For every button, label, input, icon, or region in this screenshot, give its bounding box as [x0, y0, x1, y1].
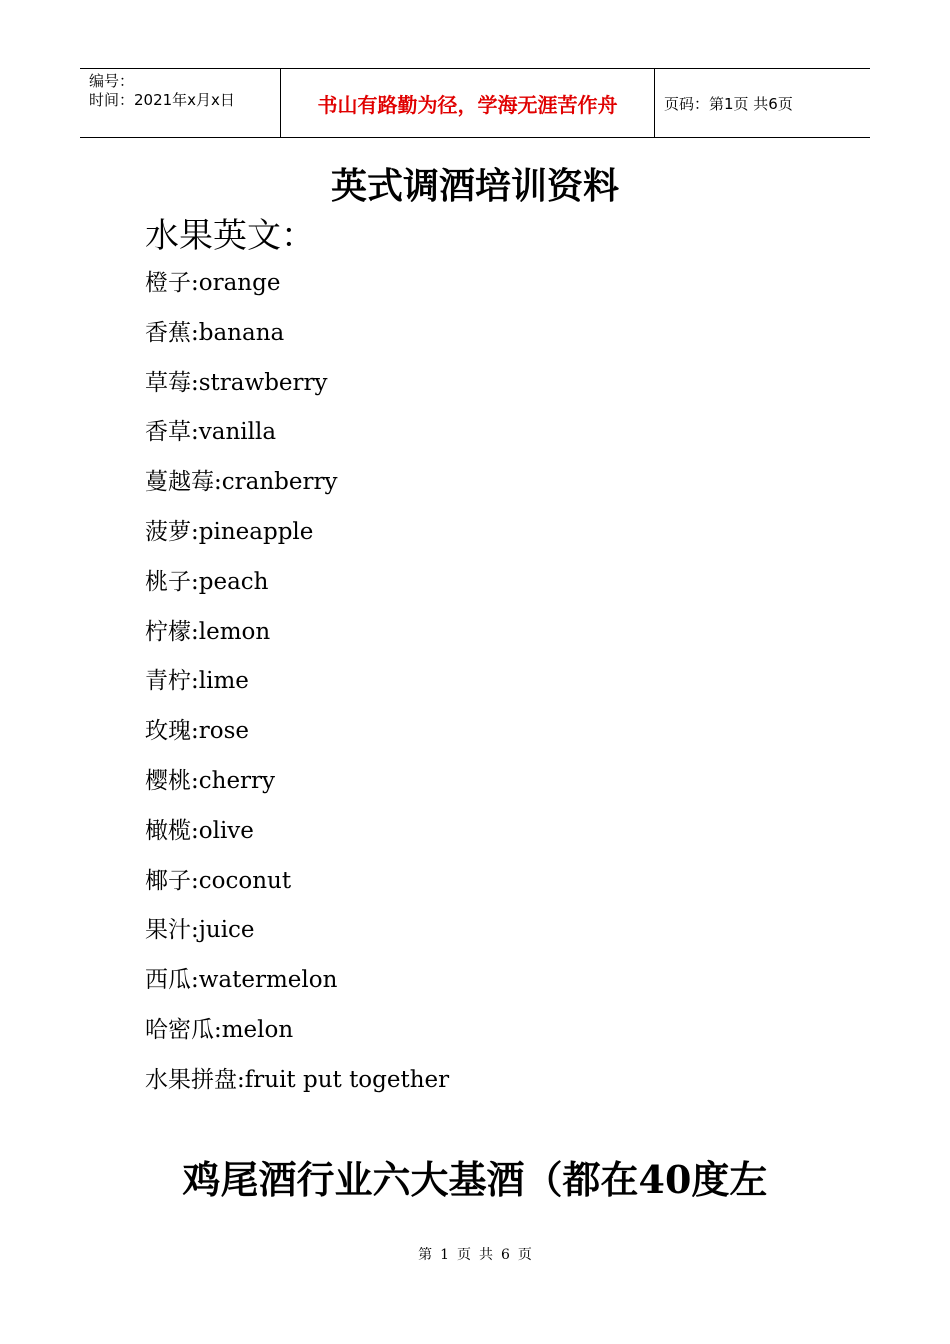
fruit-item	[145, 461, 449, 511]
fruit-item	[145, 1059, 449, 1109]
number-label: 编号：	[89, 72, 135, 90]
fruit-item	[145, 561, 449, 611]
footer-page-prefix: 第	[418, 1247, 433, 1263]
fruit-english-name: :fruit put together	[237, 1066, 450, 1093]
fruit-chinese-name: 草莓	[145, 369, 191, 396]
fruit-item	[145, 860, 449, 910]
page-footer	[0, 1244, 950, 1266]
fruit-chinese-name: 椰子	[145, 867, 191, 894]
fruit-item	[145, 262, 449, 312]
time-label: 时间：2021年x月x日	[89, 91, 235, 109]
fruit-chinese-name: 香蕉	[145, 319, 191, 346]
fruit-item	[145, 660, 449, 710]
fruit-item	[145, 362, 449, 412]
fruit-chinese-name: 西瓜	[145, 967, 191, 994]
fruit-item	[145, 710, 449, 760]
footer-total-suffix: 页	[517, 1247, 532, 1263]
fruit-english-name: :cranberry	[214, 469, 338, 496]
fruit-item	[145, 312, 449, 362]
fruit-chinese-name: 哈密瓜	[145, 1016, 214, 1043]
motto-text: 书山有路勤为径，学海无涯苦作舟	[317, 92, 618, 117]
fruit-chinese-name: 玫瑰	[145, 718, 191, 745]
fruit-chinese-name: 柠檬	[145, 618, 191, 645]
section-heading-base-spirits: 鸡尾酒行业六大基酒（都在40度左	[182, 1157, 768, 1202]
footer-page-num: 1	[440, 1247, 449, 1263]
fruit-english-name: :rose	[191, 718, 250, 745]
fruit-item	[145, 959, 449, 1009]
fruit-english-name: :vanilla	[191, 419, 277, 446]
document-title: 英式调酒培训资料	[330, 165, 619, 207]
section-heading-fruits: 水果英文：	[145, 216, 315, 256]
fruit-english-name: :lemon	[191, 618, 271, 645]
fruit-chinese-name: 水果拼盘	[145, 1066, 237, 1093]
fruit-english-name: :juice	[191, 917, 255, 944]
fruit-item	[145, 411, 449, 461]
fruit-english-name: :watermelon	[191, 967, 338, 994]
fruit-item	[145, 611, 449, 661]
fruit-english-name: :cherry	[191, 767, 276, 794]
fruit-item	[145, 760, 449, 810]
fruit-item	[145, 511, 449, 561]
fruit-english-name: :coconut	[191, 867, 292, 894]
fruit-chinese-name: 桃子	[145, 568, 191, 595]
footer-total-prefix: 共	[479, 1247, 493, 1263]
footer-page-mid: 页	[457, 1247, 471, 1263]
fruit-chinese-name: 橙子	[145, 270, 191, 296]
fruit-english-name: :olive	[191, 817, 254, 844]
fruit-chinese-name: 蔓越莓	[145, 469, 214, 496]
page-info: 页码：第1页 共6页	[664, 94, 793, 113]
page-header-table	[80, 68, 870, 138]
fruit-item	[145, 1009, 449, 1059]
fruit-english-name: :banana	[191, 319, 285, 346]
fruit-vocab-list	[145, 262, 449, 1109]
fruit-item	[145, 810, 449, 860]
fruit-chinese-name: 香草	[145, 419, 191, 446]
header-meta-cell	[80, 69, 281, 137]
footer-total-num: 6	[501, 1247, 510, 1263]
fruit-chinese-name: 橄榄	[145, 817, 191, 844]
fruit-chinese-name: 樱桃	[145, 767, 191, 794]
header-page-cell	[655, 69, 870, 137]
fruit-english-name: :orange	[191, 270, 281, 296]
fruit-english-name: :strawberry	[191, 369, 328, 396]
fruit-english-name: :peach	[191, 568, 269, 595]
fruit-english-name: :lime	[191, 668, 249, 695]
header-motto-cell	[281, 69, 655, 137]
fruit-item	[145, 909, 449, 959]
fruit-chinese-name: 菠萝	[145, 518, 191, 545]
fruit-english-name: :melon	[214, 1016, 294, 1043]
fruit-chinese-name: 青柠	[145, 668, 191, 695]
fruit-chinese-name: 果汁	[145, 917, 191, 944]
fruit-english-name: :pineapple	[191, 518, 314, 545]
